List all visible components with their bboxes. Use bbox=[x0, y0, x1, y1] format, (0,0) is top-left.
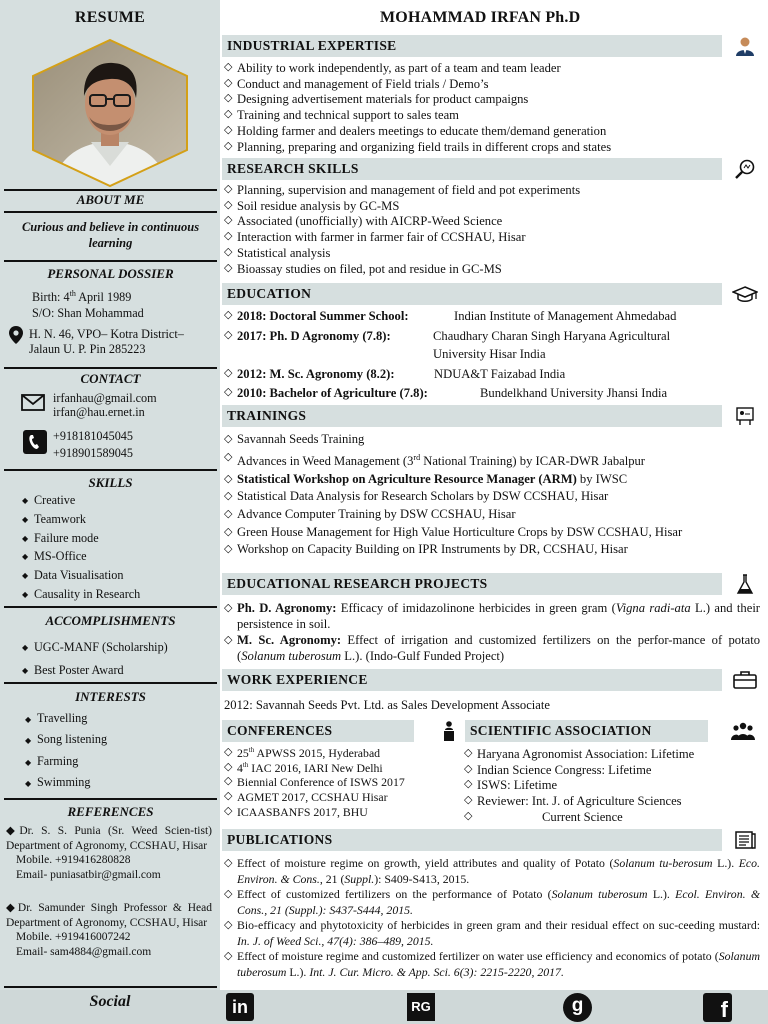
list-item: ◆ Best Poster Award bbox=[22, 659, 168, 682]
divider bbox=[4, 260, 217, 262]
list-item: ◇ Effect of customized fertilizers on the performance of Potato (Solanum tuberosum L.). Ecol. Environ. & Cons., 21 (Suppl.): S437-S444, 2015. bbox=[224, 887, 760, 918]
work-experience-entry: 2012: Savannah Seeds Pvt. Ltd. as Sales Development Associate bbox=[224, 698, 550, 712]
research-skills-heading: RESEARCH SKILLS bbox=[227, 161, 359, 176]
about-text: Curious and believe in continuous learning bbox=[21, 220, 200, 251]
birth-date: Birth: 4th April 1989 bbox=[32, 289, 132, 305]
presentation-icon bbox=[732, 405, 758, 427]
list-item: ◇ Reviewer: Int. J. of Agriculture Sciences bbox=[464, 794, 764, 810]
work-experience-heading: WORK EXPERIENCE bbox=[227, 672, 368, 687]
list-item: ◇ 25th APWSS 2015, Hyderabad bbox=[224, 746, 459, 761]
list-item: ◇ Advance Computer Training by DSW CCSHAU, Hisar bbox=[224, 506, 760, 524]
email-primary[interactable]: irfanhau@gmail.com bbox=[53, 391, 157, 405]
list-item: ◇ Interaction with farmer in farmer fair of CCSHAU, Hisar bbox=[224, 230, 760, 246]
list-item: ◇ Biennial Conference of ISWS 2017 bbox=[224, 775, 459, 790]
list-item: ◇ Current Science bbox=[464, 810, 764, 826]
research-skills-header bbox=[222, 158, 722, 180]
list-item: ◆ Teamwork bbox=[22, 510, 140, 529]
scientific-association-heading: SCIENTIFIC ASSOCIATION bbox=[470, 723, 652, 738]
list-item: ◇ Soil residue analysis by GC-MS bbox=[224, 199, 760, 215]
list-item: ◇ Ph. D. Agronomy: Efficacy of imidazolinone herbicides in green gram (Vigna radi-ata L.) and their persistence in soil. bbox=[224, 600, 760, 632]
list-item: ◇ Savannah Seeds Training bbox=[224, 431, 760, 449]
sidebar bbox=[0, 0, 220, 1024]
industrial-expertise-list bbox=[224, 61, 760, 155]
divider bbox=[4, 986, 217, 988]
list-item: ◇ Effect of moisture regime and customized fertilizer on water use efficiency and economics of potato (Solanum tuberosum L.). Int. J. Cur. Micro. & App. Sci. 6(3): 2215-2220, 2017. bbox=[224, 949, 760, 980]
list-item: ◇ ISWS: Lifetime bbox=[464, 778, 764, 794]
parent-name: S/O: Shan Mohammad bbox=[32, 306, 144, 320]
education-heading: EDUCATION bbox=[227, 286, 312, 301]
list-item: ◇ Statistical analysis bbox=[224, 246, 760, 262]
reference-1-description: ◆Dr. S. S. Punia (Sr. Weed Scien-tist) Department of Agronomy, CCSHAU, Hisar bbox=[6, 825, 212, 852]
list-item: ◆ Travelling bbox=[25, 708, 107, 729]
list-item: ◆ Creative bbox=[22, 491, 140, 510]
main-content: MOHAMMAD IRFAN Ph.D INDUSTRIAL EXPERTISE ◇ Ability to work independently, as part of a team and team leader ◇ Conduct and management of Field trials / Demo’s ◇ Designing advertisement materials for product campaigns ◇ Training and technical support to sales team ◇ Holding farmer and dealers meetings to educate them/demand generation ◇ Planning, preparing and organizing field trails in different crops and states RESEARCH SKILLS ◇ Planning, supervision and management of field and pot experiments ◇ Soil residue analysis by GC-MS ◇ Associated (unofficially) with AICRP-Weed Science ◇ Interaction with farmer in farmer fair of CCSHAU, Hisar ◇ Statistical analysis ◇ Bioassay studies on filed, pot and residue in GC-MS EDUCATION ◇ 2018: Doctoral Summer School: Indian Institute of Management Ahmedabad ◇ 2017: Ph. D Agronomy (7.8): Chaudhary Charan Singh Haryana Agricultural University Hisar India ◇ 2012: M. Sc. Agronomy (8.2): NDUA&T Faizabad India ◇ 2010: Bachelor of Agriculture (7.8): Bundelkhand University Jhansi India TRAININGS ◇ Savannah Seeds Training ◇ Advances in Weed Management (3rd National Training) by ICAR-DWR Jabalpur ◇ Statistical Workshop on Agriculture Resource Manager (ARM) by IWSC ◇ Statistical Data Analysis for Research Scholars by DSW CCSHAU, Hisar ◇ Advance Computer Training by DSW CCSHAU, Hisar ◇ Green House Management for High Value Horticulture Crops by DSW CCSHAU, Hisar ◇ Workshop on Capacity Building on IPR Instruments by DR, CCSHAU, Hisar EDUCATIONAL RESEARCH PROJECTS ◇ Ph. D. Agronomy: Efficacy of imidazolinone herbicides in green gram (Vigna radi-ata L.) and their persistence in soil. ◇ M. Sc. Agronomy: Effect of irrigation and customized fertilizers on the perfor-mance of potato (Solanum tuberosum L.). (Indo-Gulf Funded Project) WORK EXPERIENCE 2012: Savannah Seeds Pvt. Ltd. as Sales Development Associate CONFERENCES SCIENTIFIC ASSOCIATION ◇ 25th APWSS 2015, Hyderabad ◇ 4th IAC 2016, IARI New Delhi ◇ Biennial Conference of ISWS 2017 ◇ AGMET 2017, CCSHAU Hisar ◇ ICAASBANFS 2017, BHU ◇ Haryana Agronomist Association: Lifetime ◇ Indian Science Congress: Lifetime ◇ ISWS: Lifetime ◇ Reviewer: Int. J. of Agriculture Sciences ◇ Current Science PUBLICATIONS ◇ Effect of moisture regime on growth, yield attributes and quality of Potato (Solanum tu-berosum L.). Eco. Environ. & Cons., 21 (Suppl.): S409-S413, 2015. ◇ Effect of customized fertilizers on the performance of Potato (Solanum tuberosum L.). Ecol. Environ. & Cons., 21 (Suppl.): S437-S444, 2015. ◇ Bio-efficacy and phytotoxicity of herbicides in green gram and their residual effect on suc-ceeding mustard: In. J. of Weed Sci., 47(4): 386–489, 2015. ◇ Effect of moisture regime and customized fertilizer on water use efficiency and economics of potato (Solanum tuberosum L.). Int. J. Cur. Micro. & App. Sci. 6(3): 2215-2220, 2017. bbox=[220, 0, 768, 990]
list-item: ◇ Bio-efficacy and phytotoxicity of herbicides in green gram and their residual effect on suc-ceeding mustard: In. J. of Weed Sci., 47(4): 386–489, 2015. bbox=[224, 918, 760, 949]
list-item: ◆ UGC-MANF (Scholarship) bbox=[22, 636, 168, 659]
list-item: ◆ MS-Office bbox=[22, 547, 140, 566]
reference-2-mobile[interactable]: Mobile. +919416007242 bbox=[16, 931, 131, 944]
list-item: ◆ Data Visualisation bbox=[22, 566, 140, 585]
list-item: ◇ Indian Science Congress: Lifetime bbox=[464, 763, 764, 779]
list-item: ◇ Associated (unofficially) with AICRP-Weed Science bbox=[224, 214, 760, 230]
list-item: ◇ AGMET 2017, CCSHAU Hisar bbox=[224, 790, 459, 805]
reference-1-mobile[interactable]: Mobile. +919416280828 bbox=[16, 854, 131, 867]
reference-1-email[interactable]: Email- puniasatbir@gmail.com bbox=[16, 868, 161, 881]
list-item: ◇ Workshop on Capacity Building on IPR Instruments by DR, CCSHAU, Hisar bbox=[224, 541, 760, 559]
document-icon bbox=[732, 829, 758, 851]
publications-heading: PUBLICATIONS bbox=[227, 832, 333, 847]
researchgate-icon[interactable]: RG bbox=[407, 993, 435, 1021]
list-item: ◇ Advances in Weed Management (3rd National Training) by ICAR-DWR Jabalpur bbox=[224, 449, 760, 471]
skills-heading: SKILLS bbox=[88, 475, 133, 490]
interests-heading: INTERESTS bbox=[75, 689, 146, 704]
about-heading: ABOUT ME bbox=[76, 192, 145, 207]
list-item: ◇ ICAASBANFS 2017, BHU bbox=[224, 805, 459, 820]
research-projects-list bbox=[224, 600, 760, 664]
briefcase-icon bbox=[732, 669, 758, 691]
google-plus-icon[interactable]: g bbox=[563, 993, 592, 1022]
accomplishments-heading: ACCOMPLISHMENTS bbox=[45, 613, 176, 628]
education-header bbox=[222, 283, 722, 305]
address-line-1: H. N. 46, VPO– Kotra District– bbox=[29, 327, 184, 341]
email-secondary[interactable]: irfan@hau.ernet.in bbox=[53, 405, 145, 419]
list-item: ◇ Green House Management for High Value Horticulture Crops by DSW CCSHAU, Hisar bbox=[224, 524, 760, 542]
contact-heading: CONTACT bbox=[80, 371, 141, 386]
graduation-cap-icon bbox=[732, 283, 758, 305]
divider bbox=[4, 367, 217, 369]
trainings-list bbox=[224, 431, 760, 559]
research-projects-header bbox=[222, 573, 722, 595]
industrial-expertise-heading: INDUSTRIAL EXPERTISE bbox=[227, 38, 397, 53]
social-heading: Social bbox=[89, 993, 131, 1010]
list-item: ◇ Planning, preparing and organizing field trails in different crops and states bbox=[224, 140, 760, 156]
reference-2-email[interactable]: Email- sam4884@gmail.com bbox=[16, 945, 152, 958]
phone-primary[interactable]: +918181045045 bbox=[53, 429, 133, 443]
magnifier-icon bbox=[732, 158, 758, 180]
work-experience-header bbox=[222, 669, 722, 691]
research-projects-heading: EDUCATIONAL RESEARCH PROJECTS bbox=[227, 576, 488, 591]
businessman-icon bbox=[732, 35, 758, 57]
group-icon bbox=[728, 720, 758, 742]
list-item: ◇ Planning, supervision and management of field and pot experiments bbox=[224, 183, 760, 199]
phone-secondary[interactable]: +918901589045 bbox=[53, 446, 133, 460]
references-heading: REFERENCES bbox=[67, 804, 154, 819]
list-item: ◇ Statistical Data Analysis for Research Scholars by DSW CCSHAU, Hisar bbox=[224, 488, 760, 506]
publications-header bbox=[222, 829, 722, 851]
list-item: ◇ Bioassay studies on filed, pot and residue in GC-MS bbox=[224, 262, 760, 278]
list-item: ◆ Song listening bbox=[25, 729, 107, 750]
conferences-list bbox=[224, 746, 459, 820]
list-item: ◇ Conduct and management of Field trials / Demo’s bbox=[224, 77, 760, 93]
divider bbox=[4, 469, 217, 471]
conferences-header bbox=[222, 720, 414, 742]
research-skills-list bbox=[224, 183, 760, 277]
address-line-2: Jalaun U. P. Pin 285223 bbox=[29, 342, 146, 356]
list-item: ◆ Farming bbox=[25, 751, 107, 772]
email-icon bbox=[21, 394, 45, 416]
reference-1 bbox=[6, 824, 212, 882]
social-bar bbox=[0, 990, 768, 1024]
accomplishments-list bbox=[22, 636, 168, 681]
list-item: ◇ Holding farmer and dealers meetings to educate them/demand generation bbox=[224, 124, 760, 140]
list-item: ◇ Designing advertisement materials for product campaigns bbox=[224, 92, 760, 108]
candidate-name: MOHAMMAD IRFAN Ph.D bbox=[380, 9, 581, 26]
list-item: ◇ Statistical Workshop on Agriculture Resource Manager (ARM) by IWSC bbox=[224, 471, 760, 489]
list-item: ◇ Haryana Agronomist Association: Lifetime bbox=[464, 747, 764, 763]
list-item: ◇ 4th IAC 2016, IARI New Delhi bbox=[224, 761, 459, 776]
resume-title: RESUME bbox=[74, 9, 146, 26]
linkedin-icon[interactable]: in bbox=[226, 993, 254, 1021]
list-item: ◇ Effect of moisture regime on growth, yield attributes and quality of Potato (Solanum tu-berosum L.). Eco. Environ. & Cons., 21 (Suppl.): S409-S413, 2015. bbox=[224, 856, 760, 887]
list-item: ◇ M. Sc. Agronomy: Effect of irrigation and customized fertilizers on the perfor-mance of potato (Solanum tuberosum L.). (Indo-Gulf Funded Project) bbox=[224, 632, 760, 664]
skills-list bbox=[22, 491, 140, 604]
facebook-icon[interactable]: f bbox=[703, 993, 732, 1022]
list-item: ◆ Causality in Research bbox=[22, 585, 140, 604]
divider bbox=[4, 606, 217, 608]
publications-list bbox=[224, 856, 760, 980]
phone-icon bbox=[23, 430, 47, 459]
divider bbox=[4, 682, 217, 684]
location-pin-icon bbox=[9, 326, 23, 349]
list-item: ◇ Training and technical support to sales team bbox=[224, 108, 760, 124]
industrial-expertise-header bbox=[222, 35, 722, 57]
profile-photo bbox=[31, 38, 189, 188]
reference-2 bbox=[6, 901, 212, 959]
divider bbox=[4, 211, 217, 213]
scientific-association-list bbox=[464, 747, 764, 826]
list-item: ◇ Ability to work independently, as part of a team and team leader bbox=[224, 61, 760, 77]
divider bbox=[4, 189, 217, 191]
reference-2-description: ◆Dr. Samunder Singh Professor & Head Department of Agronomy, CCSHAU, Hisar bbox=[6, 902, 212, 929]
speaker-podium-icon bbox=[436, 720, 462, 742]
scientific-association-header bbox=[465, 720, 708, 742]
trainings-heading: TRAININGS bbox=[227, 408, 307, 423]
dossier-heading: PERSONAL DOSSIER bbox=[47, 266, 174, 281]
interests-list bbox=[25, 708, 107, 794]
list-item: ◆ Swimming bbox=[25, 772, 107, 793]
divider bbox=[4, 798, 217, 800]
trainings-header bbox=[222, 405, 722, 427]
conferences-heading: CONFERENCES bbox=[227, 723, 333, 738]
flask-icon bbox=[732, 573, 758, 595]
list-item: ◆ Failure mode bbox=[22, 529, 140, 548]
